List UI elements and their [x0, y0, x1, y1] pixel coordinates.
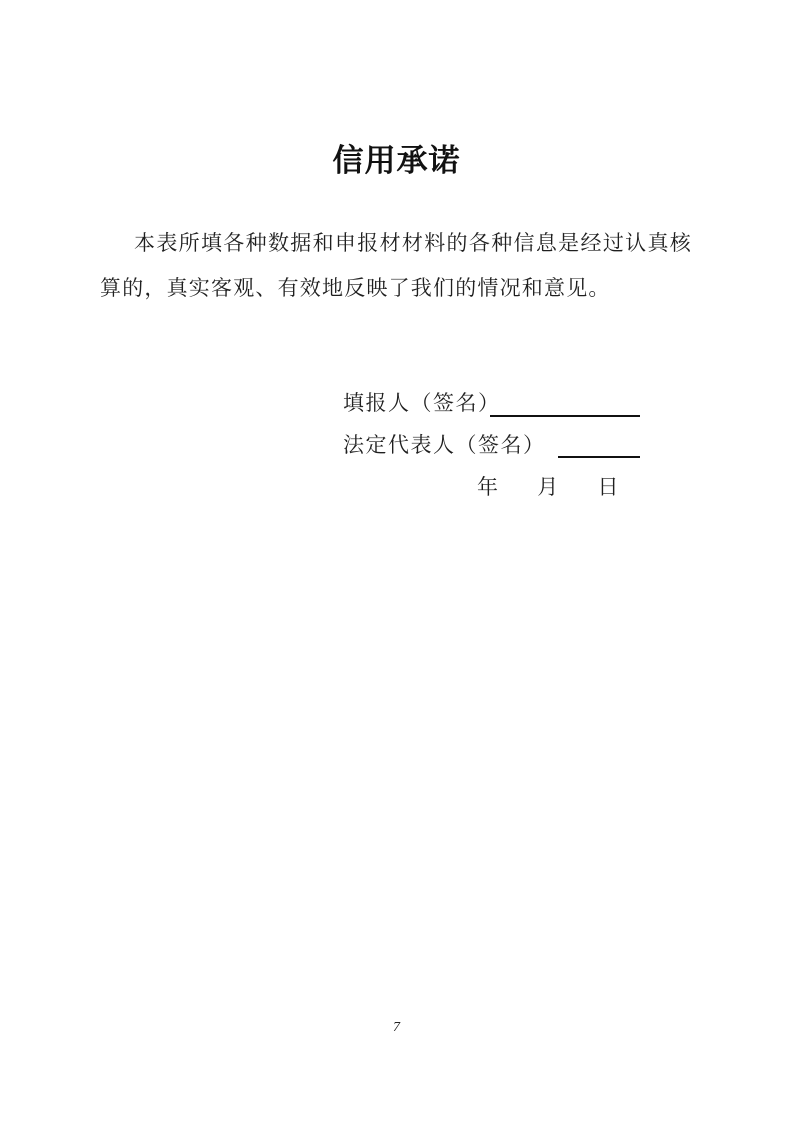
preparer-signature-line [490, 399, 640, 417]
date-line [477, 466, 619, 508]
page-number: 7 [393, 1020, 400, 1035]
legal-representative-signature-line [558, 440, 640, 458]
legal-representative-signature-label: 法定代表人（签名） [343, 433, 546, 457]
commitment-paragraph: 本表所填各种数据和申报材材料的各种信息是经过认真核算的，真实客观、有效地反映了我们的情况和意见。 [100, 231, 692, 300]
preparer-signature-label: 填报人（签名） [343, 391, 501, 415]
page-title: 信用承诺 [332, 143, 461, 178]
date-year-label: 年 [477, 475, 498, 499]
date-day-label: 日 [597, 475, 619, 499]
date-month-label: 月 [537, 475, 559, 499]
